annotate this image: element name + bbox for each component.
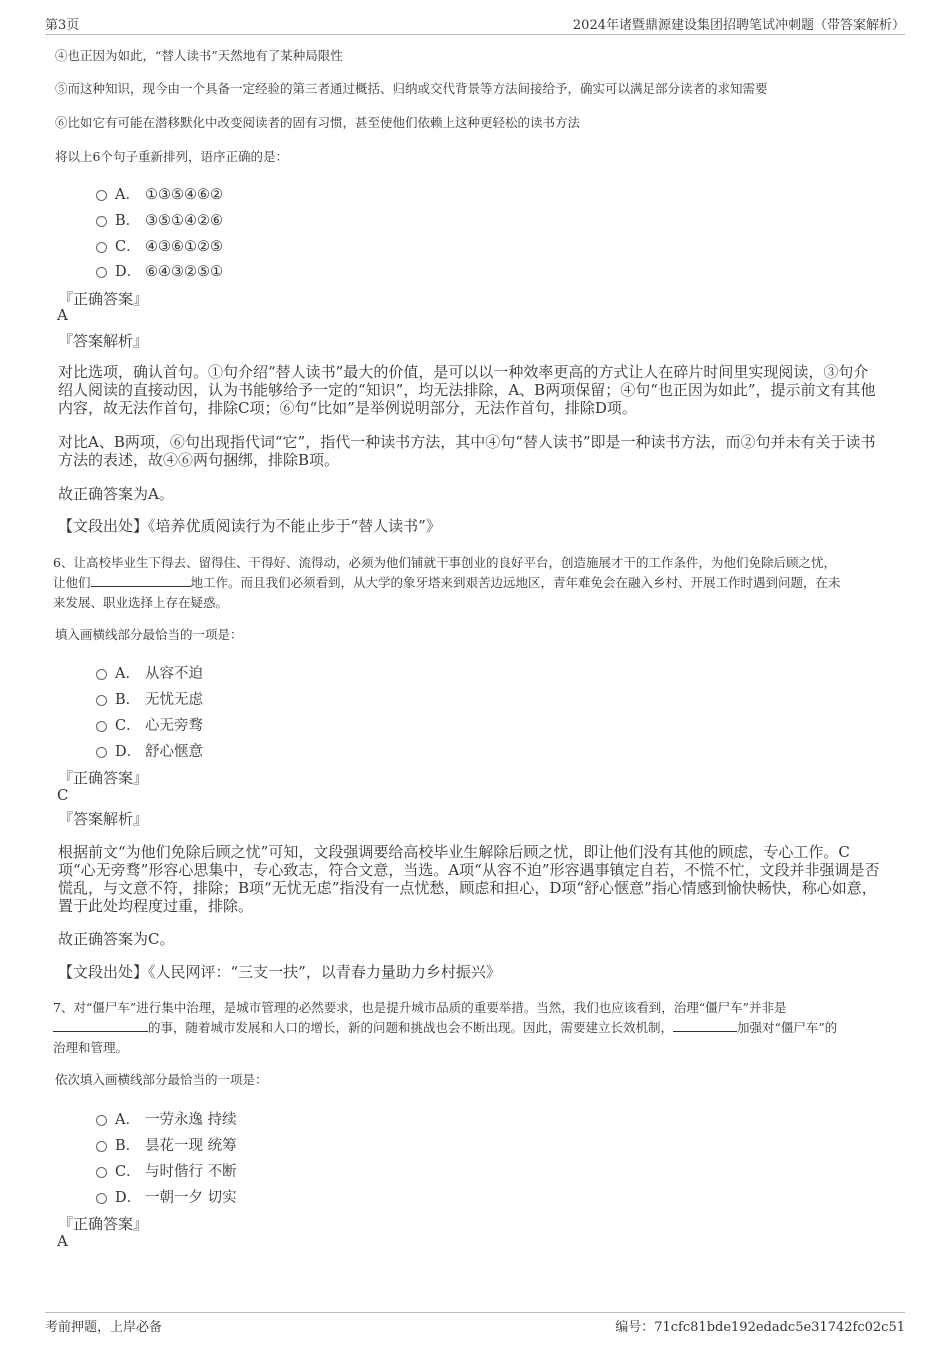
option-d[interactable]: D． 舒心惬意 (96, 740, 203, 760)
radio-icon[interactable] (96, 669, 107, 680)
option-b[interactable]: B． 无忧无虑 (96, 688, 203, 708)
question-stem-line: 让他们 地工作。而且我们必须看到，从大学的象牙塔来到艰苦边远地区，青年难免会在融入乡村、开展工作时遇到问题，在未 (53, 575, 841, 590)
question-stem: 7、对“僵尸车”进行集中治理，是城市管理的必然要求，也是提升城市品质的重要举措。当然，我们也应该看到，治理“僵尸车”并非是 (53, 1000, 787, 1015)
analysis-line: 慌乱，与文意不符，排除；B项“无忧无虑”指没有一点忧愁，顾虑和担心，D项“舒心惬意”指心情感到愉快畅快，称心如意， (58, 879, 877, 897)
question-stem-line: 的事，随着城市发展和人口的增长，新的问题和挑战也会不断出现。因此，需要建立长效机制， 加强对“僵尸车”的 (53, 1017, 898, 1038)
sentence-5: ⑤而这种知识，现今由一个具备一定经验的第三者通过概括、归纳或交代背景等方法间接给予，确实可以满足部分读者的求知需要 (55, 81, 768, 96)
fill-blank (53, 1031, 148, 1032)
option-a[interactable]: A． 一劳永逸 持续 (96, 1108, 237, 1128)
answer-label: 『正确答案』 (58, 1215, 149, 1233)
answer-value: A (57, 1232, 68, 1250)
question-prompt: 依次填入画横线部分最恰当的一项是： (55, 1072, 268, 1087)
analysis-label: 『答案解析』 (58, 810, 149, 828)
option-c[interactable]: C． 与时偕行 不断 (96, 1160, 237, 1180)
radio-icon[interactable] (96, 1141, 107, 1152)
radio-icon[interactable] (96, 1193, 107, 1204)
option-a[interactable]: A． 从容不迫 (96, 662, 203, 682)
document-id: 编号：71cfc81bde192edadc5e31742fc02c51 (615, 1320, 905, 1335)
radio-icon[interactable] (96, 695, 107, 706)
analysis-line: 根据前文“为他们免除后顾之忧”可知，文段强调要给高校毕业生解除后顾之忧，即让他们没有其他的顾虑，专心工作。C (58, 843, 850, 861)
source-citation: 【文段出处】《人民网评：“三支一扶”，以青春力量助力乡村振兴》 (58, 963, 501, 981)
source-citation: 【文段出处】《培养优质阅读行为不能止步于“替人读书”》 (58, 517, 441, 535)
option-a[interactable]: A． ①③⑤④⑥② (96, 183, 223, 203)
question-prompt: 将以上6个句子重新排列，语序正确的是： (55, 149, 288, 164)
answer-label: 『正确答案』 (58, 290, 149, 308)
radio-icon[interactable] (96, 216, 107, 227)
option-c[interactable]: C． 心无旁骛 (96, 714, 203, 734)
question-stem: 6、让高校毕业生下得去、留得住、干得好、流得动，必须为他们铺就干事创业的良好平台，创造施展才干的工作条件，为他们免除后顾之忧， (53, 555, 836, 570)
correct-answer-statement: 故正确答案为C。 (58, 930, 175, 948)
option-d[interactable]: D． 一朝一夕 切实 (96, 1186, 237, 1206)
document-title: 2024年诸暨鼎源建设集团招聘笔试冲刺题（带答案解析） (572, 18, 905, 33)
analysis-line: 绍人阅读的直接动因，认为书能够给予一定的“知识”，均无法排除，A、B两项保留；④句“也正因为如此”，提示前文有其他 (58, 381, 876, 399)
analysis-line: 对比选项，确认首句。①句介绍“替人读书”最大的价值，是可以以一种效率更高的方式让人在碎片时间里实现阅读，③句介 (58, 363, 869, 381)
analysis-label: 『答案解析』 (58, 332, 149, 350)
radio-icon[interactable] (96, 242, 107, 253)
radio-icon[interactable] (96, 721, 107, 732)
answer-value: C (57, 786, 69, 804)
analysis-line: 内容，故无法作首句，排除C项；⑥句“比如”是举例说明部分，无法作首句，排除D项。 (58, 399, 637, 417)
radio-icon[interactable] (96, 190, 107, 201)
answer-label: 『正确答案』 (58, 769, 149, 787)
page-footer (45, 1312, 905, 1336)
page-header (45, 12, 905, 35)
radio-icon[interactable] (96, 1167, 107, 1178)
analysis-line: 方法的表述，故④⑥两句捆绑，排除B项。 (58, 451, 340, 469)
analysis-line: 对比A、B两项，⑥句出现指代词“它”，指代一种读书方法，其中④句“替人读书”即是一种读书方法，而②句并未有关于读书 (58, 433, 876, 451)
option-b[interactable]: B． 昙花一现 统筹 (96, 1134, 237, 1154)
option-c[interactable]: C． ④③⑥①②⑤ (96, 235, 223, 255)
analysis-line: 置于此处均程度过重，排除。 (58, 897, 254, 915)
page-number: 第3页 (45, 18, 80, 33)
option-b[interactable]: B． ③⑤①④②⑥ (96, 209, 223, 229)
sentence-4: ④也正因为如此，“替人读书”天然地有了某种局限性 (55, 48, 343, 63)
analysis-line: 项“心无旁骛”形容心思集中，专心致志，符合文意，当选。A项“从容不迫”形容遇事镇定自若，不慌不忙，文段并非强调是否 (58, 861, 880, 879)
radio-icon[interactable] (96, 1115, 107, 1126)
radio-icon[interactable] (96, 747, 107, 758)
fill-blank (673, 1031, 737, 1032)
footer-slogan: 考前押题，上岸必备 (45, 1320, 163, 1335)
sentence-6: ⑥比如它有可能在潜移默化中改变阅读者的固有习惯，甚至使他们依赖上这种更轻松的读书方法 (55, 115, 581, 130)
answer-value: A (57, 306, 68, 324)
correct-answer-statement: 故正确答案为A。 (58, 485, 174, 503)
question-stem-line: 治理和管理。 (53, 1040, 129, 1055)
fill-blank (91, 586, 191, 587)
question-stem-line: 来发展、职业选择上存在疑惑。 (53, 595, 229, 610)
radio-icon[interactable] (96, 267, 107, 278)
question-prompt: 填入画横线部分最恰当的一项是： (55, 627, 243, 642)
option-d[interactable]: D． ⑥④③②⑤① (96, 260, 223, 280)
